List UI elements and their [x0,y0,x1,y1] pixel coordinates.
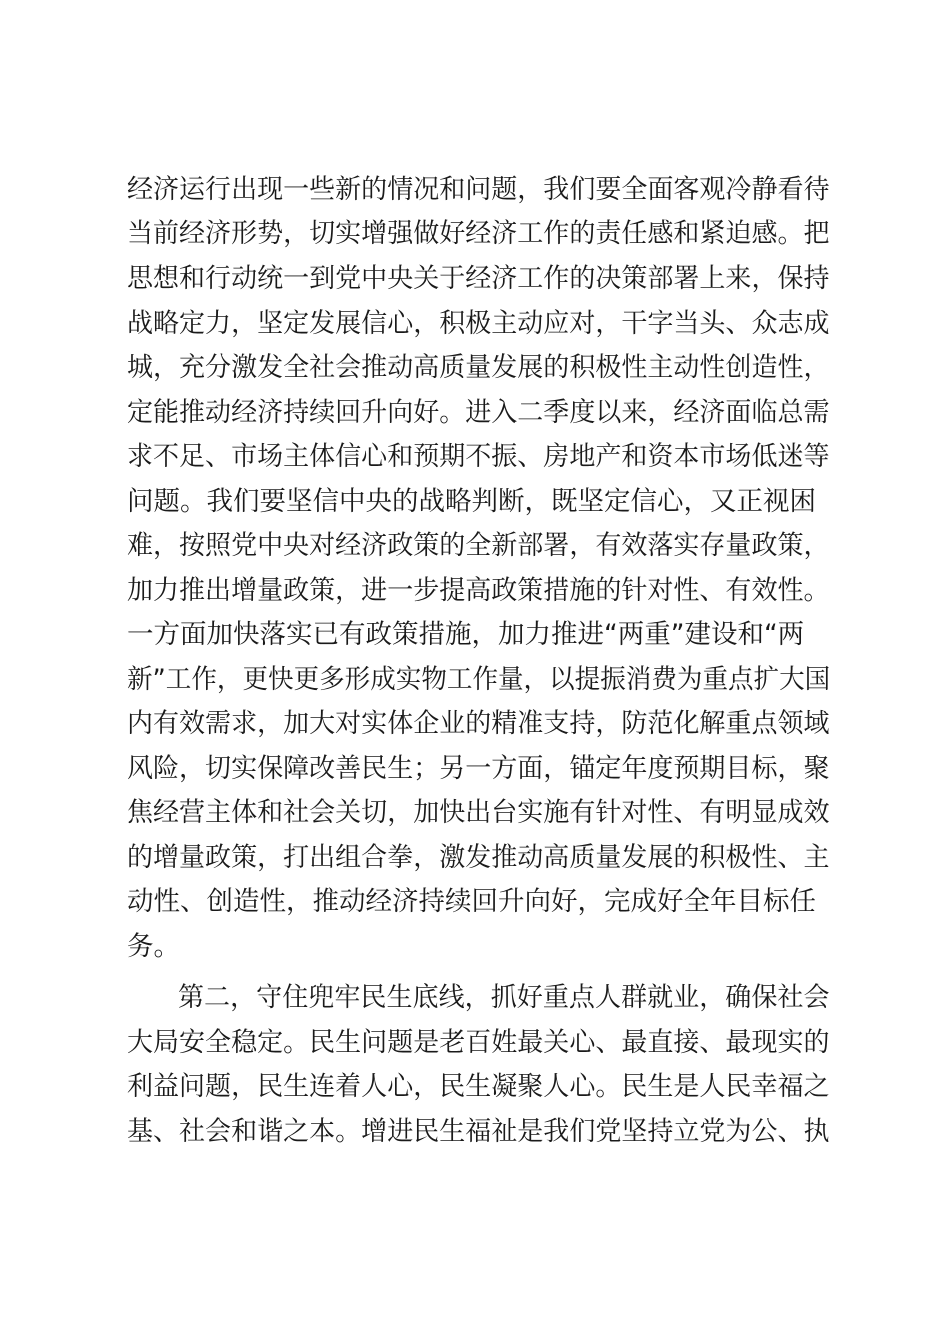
paragraph-1-line-3: 思想和行动统一到党中央关于经济工作的决策部署上来，保持 [127,263,830,294]
paragraph-2-line-4: 基、社会和谐之本。增进民生福祉是我们党坚持立党为公、执 [127,1116,830,1147]
paragraph-1-line-6: 定能推动经济持续回升向好。进入二季度以来，经济面临总需 [127,397,830,428]
paragraph-1-line-14: 风险，切实保障改善民生；另一方面，锚定年度预期目标，聚 [127,753,830,784]
paragraph-2-line-2: 大局安全稳定。民生问题是老百姓最关心、最直接、最现实的 [127,1027,830,1058]
paragraph-2-line-3: 利益问题，民生连着人心，民生凝聚人心。民生是人民幸福之 [127,1071,830,1102]
paragraph-1-line-18: 务。 [127,931,180,962]
paragraph-1-line-12: 新”工作，更快更多形成实物工作量，以提振消费为重点扩大国 [127,664,831,695]
paragraph-1-line-11: 一方面加快落实已有政策措施，加力推进“两重”建设和“两 [127,619,805,650]
paragraph-1-line-8: 问题。我们要坚信中央的战略判断，既坚定信心，又正视困 [127,486,816,517]
paragraph-1-line-9: 难，按照党中央对经济政策的全新部署，有效落实存量政策， [127,530,830,561]
paragraph-1-line-7: 求不足、市场主体信心和预期不振、房地产和资本市场低迷等 [127,441,830,472]
paragraph-1-line-17: 动性、创造性，推动经济持续回升向好，完成好全年目标任 [127,886,816,917]
paragraph-1-line-16: 的增量政策，打出组合拳，激发推动高质量发展的积极性、主 [127,842,830,873]
paragraph-1-line-1: 经济运行出现一些新的情况和问题，我们要全面客观冷静看待 [127,174,830,205]
paragraph-1-line-5: 城，充分激发全社会推动高质量发展的积极性主动性创造性， [127,352,830,383]
paragraph-1-line-2: 当前经济形势，切实增强做好经济工作的责任感和紧迫感。把 [127,218,830,249]
paragraph-1-line-4: 战略定力，坚定发展信心，积极主动应对，干字当头、众志成 [127,308,830,339]
paragraph-1-line-15: 焦经营主体和社会关切，加快出台实施有针对性、有明显成效 [127,797,830,828]
paragraph-1-line-13: 内有效需求，加大对实体企业的精准支持，防范化解重点领域 [127,708,830,739]
paragraph-1-line-10: 加力推出增量政策，进一步提高政策措施的针对性、有效性。 [127,575,830,606]
paragraph-2-line-1: 第二，守住兜牢民生底线，抓好重点人群就业，确保社会 [178,982,830,1013]
